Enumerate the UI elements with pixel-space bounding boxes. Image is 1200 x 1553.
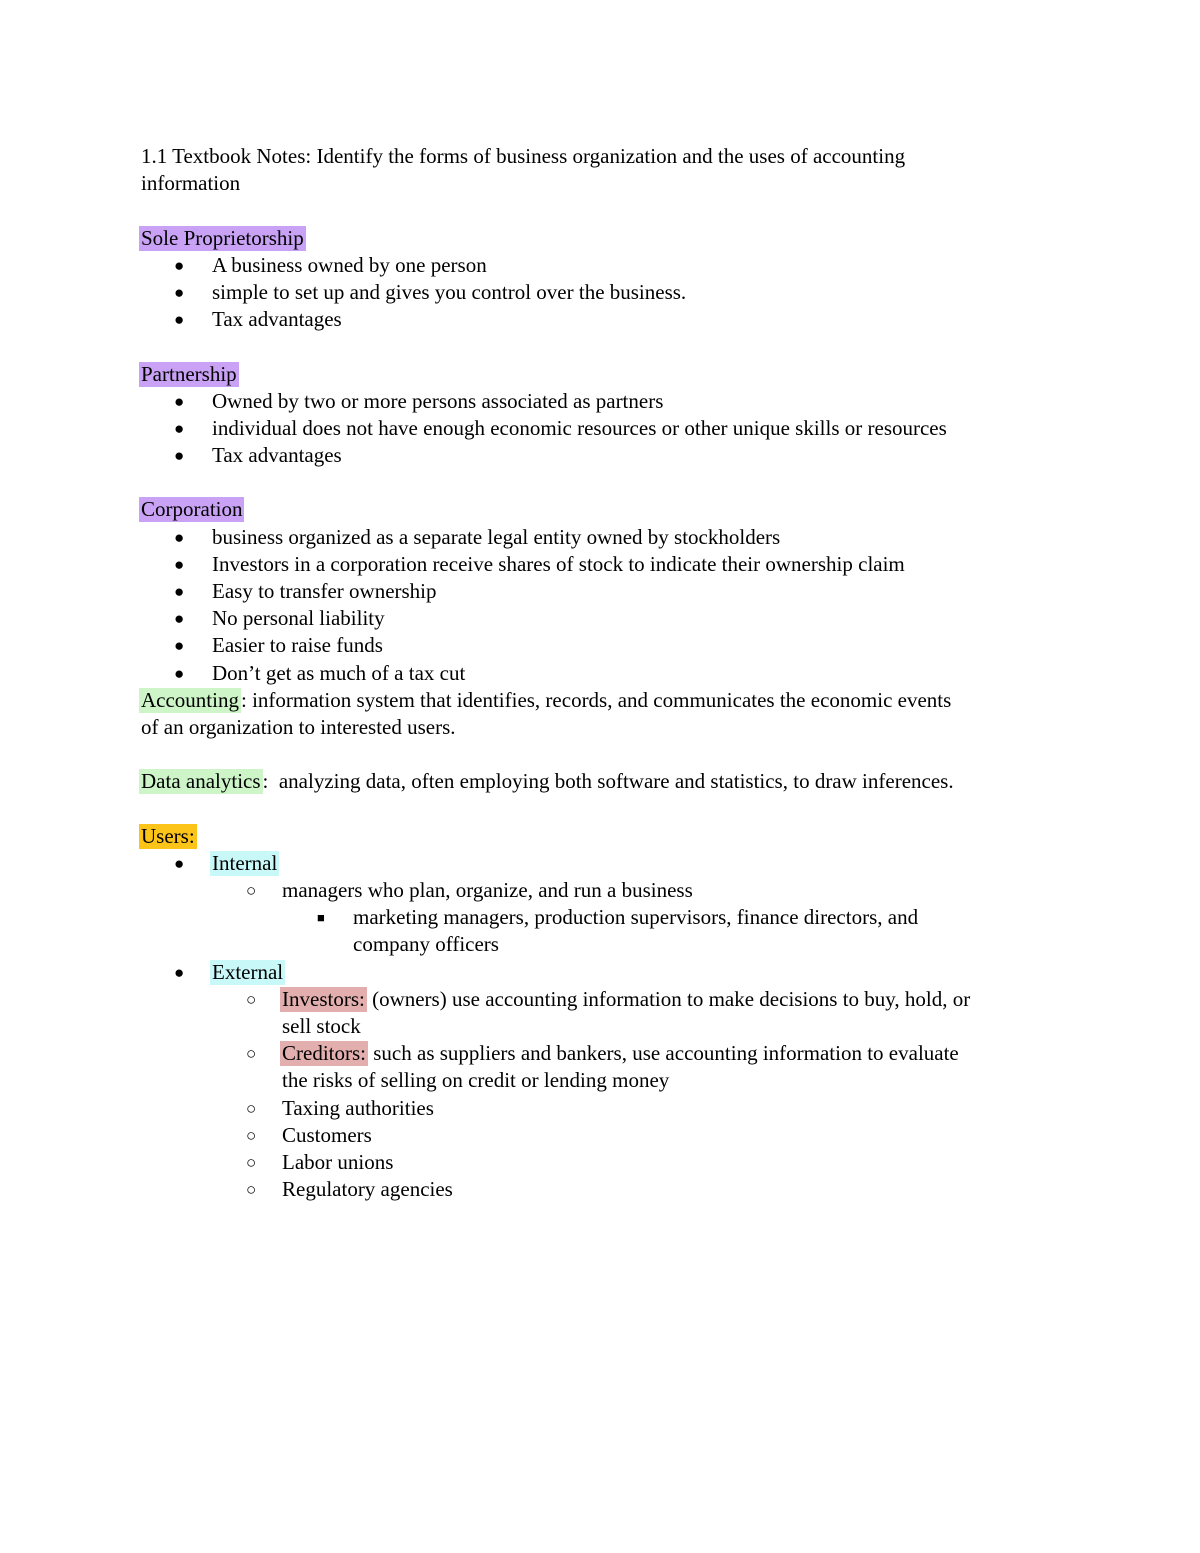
list-item xyxy=(141,388,1071,415)
list-item-text: A business owned by one person xyxy=(212,252,487,277)
bullet-dot-icon: ● xyxy=(174,609,185,629)
partnership-heading: Partnership xyxy=(141,361,237,386)
spacer xyxy=(141,469,1071,496)
list-item xyxy=(141,986,1071,1013)
list-item-text: Investors in a corporation receive shares of stock to indicate their ownership claim xyxy=(212,551,905,576)
sole-proprietorship-heading-line xyxy=(141,225,1071,252)
bullet-dot-icon: ● xyxy=(174,391,185,411)
list-item-text: managers who plan, organize, and run a business xyxy=(282,878,693,903)
list-item-text: simple to set up and gives you control over the business. xyxy=(212,279,687,304)
list-item-text: Owned by two or more persons associated as partners xyxy=(212,388,664,413)
creditors-term: Creditors: xyxy=(282,1041,366,1066)
list-item-text: business organized as a separate legal entity owned by stockholders xyxy=(212,524,781,549)
bullet-dot-icon: ● xyxy=(174,418,185,438)
bullet-dot-icon: ● xyxy=(174,663,185,683)
accounting-term: Accounting xyxy=(141,687,239,712)
data-analytics-definition-line xyxy=(141,768,1071,795)
accounting-definition: : information system that identifies, records, and communicates the economic events xyxy=(240,687,952,712)
investors-term: Investors: xyxy=(282,986,365,1011)
bullet-dot-icon: ● xyxy=(174,446,185,466)
list-item-text: Easy to transfer ownership xyxy=(212,579,437,603)
list-item xyxy=(141,632,1071,659)
list-item-text: Tax advantages xyxy=(212,307,342,332)
bullet-dot-icon: ● xyxy=(174,282,185,302)
list-item-text: Don’t get as much of a tax cut xyxy=(212,660,466,685)
list-item-text: No personal liability xyxy=(212,606,385,631)
bullet-dot-icon: ● xyxy=(174,527,185,547)
list-item xyxy=(141,306,1071,333)
list-item-continuation: the risks of selling on credit or lending money xyxy=(282,1068,670,1093)
corporation-heading-line xyxy=(141,496,1071,523)
bullet-square-icon: ■ xyxy=(317,910,325,926)
list-item-internal xyxy=(141,850,1071,877)
data-analytics-term: Data analytics xyxy=(141,769,261,794)
list-item xyxy=(141,578,1071,605)
list-item-text: Customers xyxy=(282,1122,372,1147)
users-heading-line xyxy=(141,823,1071,850)
list-item-continuation: company officers xyxy=(353,932,499,957)
creditors-definition: such as suppliers and bankers, use accounting information to evaluate xyxy=(368,1041,959,1066)
list-item-external xyxy=(141,959,1071,986)
list-item xyxy=(141,524,1071,551)
list-item xyxy=(141,605,1071,632)
list-item-text: Labor unions xyxy=(282,1149,394,1174)
list-item xyxy=(141,442,1071,469)
list-item-text: marketing managers, production supervisors, finance directors, and xyxy=(353,905,919,930)
list-item xyxy=(141,1176,1071,1203)
list-item xyxy=(141,252,1071,279)
list-item-text: Taxing authorities xyxy=(282,1095,434,1120)
spacer xyxy=(141,197,1071,224)
list-item-text: individual does not have enough economic resources or other unique skills or resources xyxy=(212,415,947,440)
data-analytics-definition: : analyzing data, often employing both software and statistics, to draw inferences. xyxy=(262,769,954,794)
bullet-circle-icon: ○ xyxy=(246,1044,257,1064)
list-item xyxy=(141,279,1071,306)
list-item xyxy=(141,1095,1071,1122)
bullet-dot-icon: ● xyxy=(174,554,185,574)
bullet-dot-icon: ● xyxy=(174,582,185,601)
bullet-circle-icon: ○ xyxy=(246,1125,257,1145)
list-item xyxy=(141,1122,1071,1149)
internal-label: Internal xyxy=(212,850,278,875)
bullet-circle-icon: ○ xyxy=(246,1098,257,1118)
title-line-1: 1.1 Textbook Notes: Identify the forms of business organization and the uses of accounting xyxy=(141,144,906,168)
bullet-circle-icon: ○ xyxy=(246,1152,257,1172)
corporation-heading: Corporation xyxy=(141,497,243,522)
list-item xyxy=(141,877,1071,904)
investors-definition: (owners) use accounting information to make decisions to buy, hold, or xyxy=(366,986,971,1011)
bullet-circle-icon: ○ xyxy=(246,989,257,1009)
list-item-continuation: sell stock xyxy=(282,1014,361,1038)
bullet-dot-icon: ● xyxy=(174,853,185,873)
title-line-2: information xyxy=(141,171,241,196)
bullet-circle-icon: ○ xyxy=(246,881,257,901)
partnership-heading-line xyxy=(141,361,1071,388)
bullet-circle-icon: ○ xyxy=(246,1180,257,1200)
document-page xyxy=(141,143,1071,1203)
list-item xyxy=(141,415,1071,442)
users-heading: Users: xyxy=(141,823,195,848)
list-item-text: Regulatory agencies xyxy=(282,1177,453,1202)
accounting-definition-line-1 xyxy=(141,687,1071,714)
bullet-dot-icon: ● xyxy=(174,636,185,656)
list-item xyxy=(141,904,1071,931)
sole-proprietorship-heading: Sole Proprietorship xyxy=(141,225,304,250)
bullet-dot-icon: ● xyxy=(174,310,185,330)
list-item xyxy=(141,660,1071,687)
bullet-dot-icon: ● xyxy=(174,255,185,275)
spacer xyxy=(141,796,1071,823)
external-label: External xyxy=(212,959,284,984)
list-item xyxy=(141,1149,1071,1176)
accounting-definition-line-2: of an organization to interested users. xyxy=(141,714,456,739)
list-item-text: Tax advantages xyxy=(212,443,342,468)
list-item-text: Easier to raise funds xyxy=(212,633,383,658)
list-item xyxy=(141,1040,1071,1067)
spacer xyxy=(141,741,1071,768)
spacer xyxy=(141,333,1071,360)
list-item xyxy=(141,551,1071,578)
bullet-dot-icon: ● xyxy=(174,962,185,982)
